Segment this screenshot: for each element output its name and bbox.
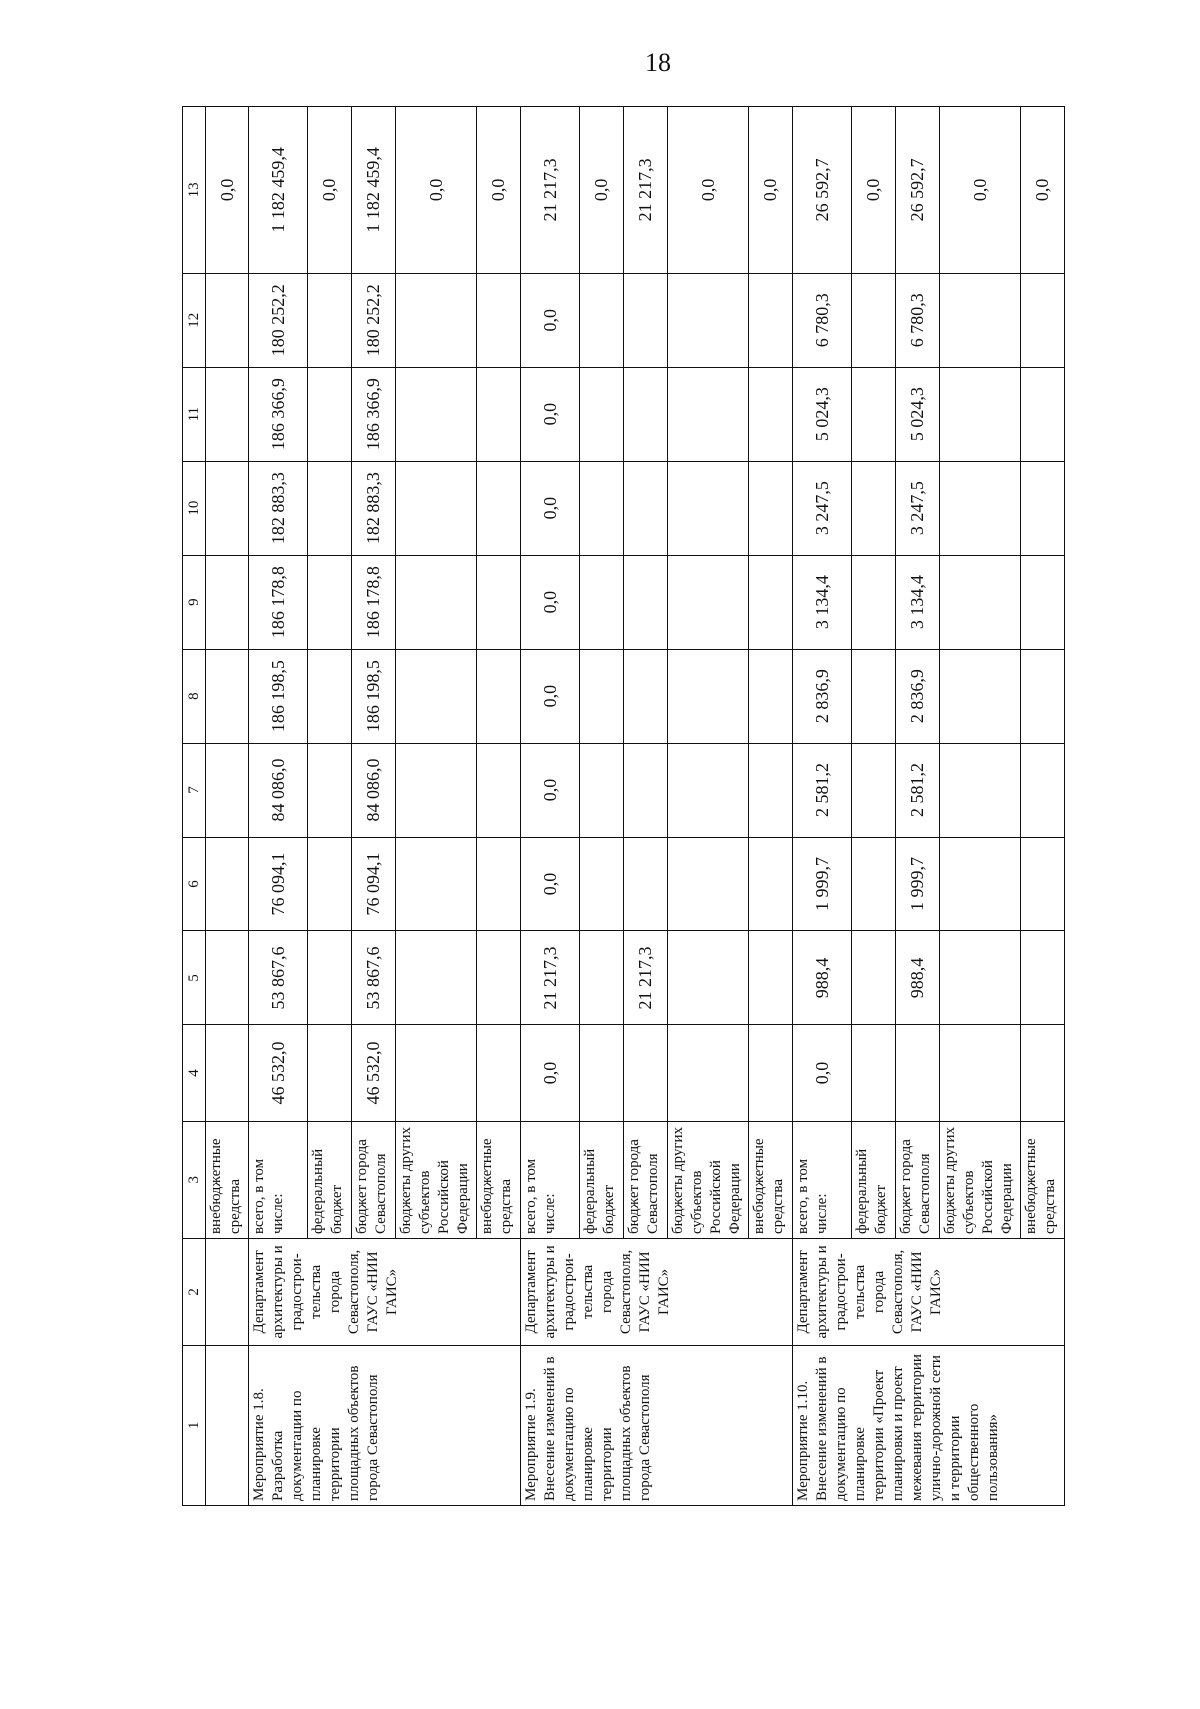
value-cell: 53 867,6 [352, 931, 396, 1025]
value-cell: 0,0 [852, 107, 896, 274]
value-cell [396, 461, 477, 555]
column-header-7: 7 [183, 743, 206, 837]
event-cell: Мероприятие 1.8. Разработка документации по планировке территории площадных объектов города Севастополя [249, 1345, 521, 1505]
value-cell [396, 743, 477, 837]
executor-cell: Департамент архитектуры и градострои-тельства города Севастополя, ГАУС «НИИ ГАИС» [249, 1239, 521, 1346]
value-cell [624, 367, 668, 461]
value-cell: 6 780,3 [896, 273, 940, 367]
value-cell [206, 743, 249, 837]
value-cell: 0,0 [477, 107, 521, 274]
value-cell [668, 555, 749, 649]
value-cell: 988,4 [896, 931, 940, 1025]
value-cell [308, 555, 352, 649]
value-cell: 84 086,0 [352, 743, 396, 837]
value-cell [308, 461, 352, 555]
table-row [206, 107, 249, 1506]
value-cell [1021, 837, 1065, 931]
value-cell: 26 592,7 [793, 107, 852, 274]
event-cell [206, 1345, 249, 1505]
value-cell [624, 649, 668, 743]
table-row [249, 107, 308, 1506]
value-cell: 0,0 [580, 107, 624, 274]
value-cell [852, 931, 896, 1025]
value-cell [206, 931, 249, 1025]
value-cell: 46 532,0 [352, 1025, 396, 1121]
value-cell [940, 649, 1021, 743]
value-cell [852, 1025, 896, 1121]
value-cell: 1 182 459,4 [249, 107, 308, 274]
value-cell [749, 837, 793, 931]
value-cell [668, 367, 749, 461]
value-cell [396, 273, 477, 367]
value-cell [1021, 367, 1065, 461]
value-cell [940, 743, 1021, 837]
value-cell [749, 461, 793, 555]
header-row [183, 107, 206, 1506]
value-cell [852, 743, 896, 837]
value-cell [940, 367, 1021, 461]
value-cell [940, 1025, 1021, 1121]
value-cell [396, 367, 477, 461]
column-header-13: 13 [183, 107, 206, 274]
funding-source-cell: всего, в том числе: [249, 1121, 308, 1238]
event-cell: Мероприятие 1.10. Внесение изменений в документацию по планировке территории «Проект планировки и проект межевания территории улично-дорожной сети и территории общественного пользования» [793, 1345, 1065, 1505]
value-cell [852, 367, 896, 461]
value-cell [852, 461, 896, 555]
value-cell: 1 999,7 [896, 837, 940, 931]
value-cell [852, 273, 896, 367]
value-cell [1021, 649, 1065, 743]
value-cell: 0,0 [793, 1025, 852, 1121]
value-cell [940, 555, 1021, 649]
value-cell [852, 837, 896, 931]
value-cell [580, 743, 624, 837]
value-cell [206, 1025, 249, 1121]
value-cell [749, 555, 793, 649]
value-cell [580, 555, 624, 649]
budget-table [182, 106, 1065, 1506]
column-header-11: 11 [183, 367, 206, 461]
value-cell [1021, 461, 1065, 555]
funding-source-cell: бюджет города Севастополя [624, 1121, 668, 1238]
funding-source-cell: федеральный бюджет [580, 1121, 624, 1238]
column-header-5: 5 [183, 931, 206, 1025]
value-cell [308, 273, 352, 367]
value-cell [308, 931, 352, 1025]
value-cell: 0,0 [521, 649, 580, 743]
value-cell: 6 780,3 [793, 273, 852, 367]
funding-source-cell: федеральный бюджет [308, 1121, 352, 1238]
column-header-1: 1 [183, 1345, 206, 1505]
value-cell: 3 134,4 [793, 555, 852, 649]
value-cell [940, 837, 1021, 931]
value-cell: 186 198,5 [249, 649, 308, 743]
value-cell [668, 743, 749, 837]
value-cell [396, 837, 477, 931]
value-cell: 5 024,3 [896, 367, 940, 461]
value-cell: 3 134,4 [896, 555, 940, 649]
value-cell [852, 649, 896, 743]
value-cell: 0,0 [308, 107, 352, 274]
value-cell [1021, 743, 1065, 837]
value-cell: 21 217,3 [521, 931, 580, 1025]
value-cell: 0,0 [940, 107, 1021, 274]
value-cell: 186 178,8 [352, 555, 396, 649]
value-cell [580, 273, 624, 367]
value-cell: 0,0 [668, 107, 749, 274]
value-cell: 21 217,3 [624, 107, 668, 274]
value-cell [1021, 555, 1065, 649]
value-cell: 0,0 [521, 461, 580, 555]
value-cell [668, 461, 749, 555]
value-cell [749, 649, 793, 743]
value-cell [580, 367, 624, 461]
value-cell: 2 581,2 [793, 743, 852, 837]
value-cell [580, 931, 624, 1025]
column-header-4: 4 [183, 1025, 206, 1121]
value-cell [940, 931, 1021, 1025]
value-cell [206, 837, 249, 931]
value-cell: 21 217,3 [624, 931, 668, 1025]
value-cell: 988,4 [793, 931, 852, 1025]
executor-cell: Департамент архитектуры и градострои-тельства города Севастополя, ГАУС «НИИ ГАИС» [793, 1239, 1065, 1346]
value-cell [668, 273, 749, 367]
value-cell [477, 1025, 521, 1121]
value-cell: 21 217,3 [521, 107, 580, 274]
value-cell [749, 743, 793, 837]
value-cell: 0,0 [521, 273, 580, 367]
value-cell: 2 581,2 [896, 743, 940, 837]
value-cell [749, 273, 793, 367]
value-cell [396, 649, 477, 743]
rotated-table-wrapper [182, 106, 1065, 1506]
value-cell [749, 931, 793, 1025]
value-cell: 3 247,5 [793, 461, 852, 555]
value-cell: 0,0 [521, 367, 580, 461]
value-cell: 182 883,3 [249, 461, 308, 555]
funding-source-cell: бюджет города Севастополя [352, 1121, 396, 1238]
funding-source-cell: бюджет города Севастополя [896, 1121, 940, 1238]
value-cell [206, 273, 249, 367]
funding-source-cell: внебюджетные средства [206, 1121, 249, 1238]
value-cell [624, 273, 668, 367]
value-cell [940, 461, 1021, 555]
value-cell: 0,0 [521, 837, 580, 931]
value-cell: 0,0 [521, 555, 580, 649]
column-header-10: 10 [183, 461, 206, 555]
table-row [793, 107, 852, 1506]
value-cell [668, 1025, 749, 1121]
value-cell [624, 461, 668, 555]
page-number: 18 [645, 48, 671, 77]
value-cell [580, 649, 624, 743]
value-cell [668, 649, 749, 743]
value-cell: 26 592,7 [896, 107, 940, 274]
column-header-9: 9 [183, 555, 206, 649]
value-cell: 5 024,3 [793, 367, 852, 461]
value-cell: 2 836,9 [896, 649, 940, 743]
value-cell [477, 461, 521, 555]
event-cell: Мероприятие 1.9. Внесение изменений в документацию по планировке территории площадных объектов города Севастополя [521, 1345, 793, 1505]
funding-source-cell: внебюджетные средства [477, 1121, 521, 1238]
value-cell: 186 198,5 [352, 649, 396, 743]
value-cell [477, 743, 521, 837]
value-cell [396, 931, 477, 1025]
value-cell: 0,0 [206, 107, 249, 274]
value-cell [477, 273, 521, 367]
value-cell: 182 883,3 [352, 461, 396, 555]
column-header-8: 8 [183, 649, 206, 743]
column-header-12: 12 [183, 273, 206, 367]
value-cell [668, 837, 749, 931]
value-cell: 0,0 [749, 107, 793, 274]
value-cell: 1 182 459,4 [352, 107, 396, 274]
funding-source-cell: внебюджетные средства [1021, 1121, 1065, 1238]
value-cell [477, 837, 521, 931]
value-cell [749, 1025, 793, 1121]
value-cell: 46 532,0 [249, 1025, 308, 1121]
executor-cell [206, 1239, 249, 1346]
value-cell: 2 836,9 [793, 649, 852, 743]
value-cell [477, 931, 521, 1025]
value-cell: 0,0 [1021, 107, 1065, 274]
value-cell [308, 367, 352, 461]
value-cell: 76 094,1 [249, 837, 308, 931]
value-cell [206, 555, 249, 649]
value-cell: 84 086,0 [249, 743, 308, 837]
table-row [521, 107, 580, 1506]
value-cell: 186 366,9 [249, 367, 308, 461]
column-header-2: 2 [183, 1239, 206, 1346]
funding-source-cell: федеральный бюджет [852, 1121, 896, 1238]
funding-source-cell: бюджеты других субъектов Российской Федерации [668, 1121, 749, 1238]
value-cell [749, 367, 793, 461]
value-cell [206, 461, 249, 555]
funding-source-cell: бюджеты других субъектов Российской Федерации [396, 1121, 477, 1238]
value-cell [1021, 931, 1065, 1025]
value-cell [852, 555, 896, 649]
value-cell: 76 094,1 [352, 837, 396, 931]
value-cell: 1 999,7 [793, 837, 852, 931]
column-header-6: 6 [183, 837, 206, 931]
value-cell: 0,0 [521, 1025, 580, 1121]
funding-source-cell: бюджеты других субъектов Российской Федерации [940, 1121, 1021, 1238]
value-cell [1021, 273, 1065, 367]
value-cell [396, 555, 477, 649]
value-cell [308, 743, 352, 837]
funding-source-cell: внебюджетные средства [749, 1121, 793, 1238]
value-cell: 186 366,9 [352, 367, 396, 461]
value-cell: 0,0 [396, 107, 477, 274]
value-cell [896, 1025, 940, 1121]
funding-source-cell: всего, в том числе: [793, 1121, 852, 1238]
value-cell [580, 461, 624, 555]
value-cell: 180 252,2 [249, 273, 308, 367]
value-cell: 53 867,6 [249, 931, 308, 1025]
value-cell [624, 743, 668, 837]
value-cell [624, 837, 668, 931]
value-cell [477, 649, 521, 743]
value-cell: 3 247,5 [896, 461, 940, 555]
value-cell [308, 1025, 352, 1121]
value-cell [308, 649, 352, 743]
value-cell [624, 1025, 668, 1121]
column-header-3: 3 [183, 1121, 206, 1238]
value-cell: 186 178,8 [249, 555, 308, 649]
value-cell [580, 1025, 624, 1121]
value-cell [477, 367, 521, 461]
value-cell [206, 367, 249, 461]
value-cell [206, 649, 249, 743]
value-cell [308, 837, 352, 931]
value-cell: 0,0 [521, 743, 580, 837]
value-cell [1021, 1025, 1065, 1121]
value-cell [668, 931, 749, 1025]
value-cell [940, 273, 1021, 367]
value-cell [580, 837, 624, 931]
value-cell [477, 555, 521, 649]
executor-cell: Департамент архитектуры и градострои-тельства города Севастополя, ГАУС «НИИ ГАИС» [521, 1239, 793, 1346]
value-cell [396, 1025, 477, 1121]
value-cell: 180 252,2 [352, 273, 396, 367]
funding-source-cell: всего, в том числе: [521, 1121, 580, 1238]
value-cell [624, 555, 668, 649]
